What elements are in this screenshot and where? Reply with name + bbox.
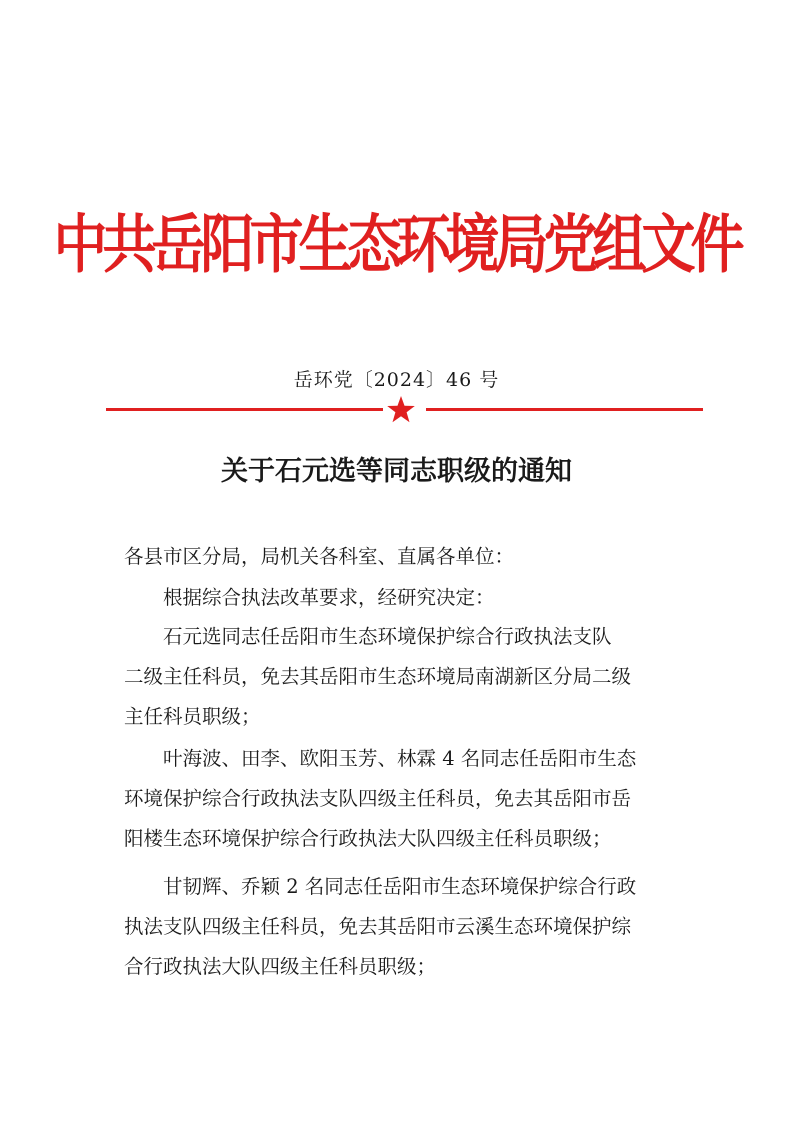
body-line: 阳楼生态环境保护综合行政执法大队四级主任科员职级；: [124, 827, 612, 850]
body-line: 二级主任科员，免去其岳阳市生态环境局南湖新区分局二级: [124, 665, 632, 688]
red-divider-left: [106, 408, 383, 411]
body-line: 甘韧辉、乔颖 2 名同志任岳阳市生态环境保护综合行政: [163, 875, 637, 898]
red-divider-right: [426, 408, 703, 411]
salutation: 各县市区分局，局机关各科室、直属各单位：: [124, 545, 515, 568]
body-line: 合行政执法大队四级主任科员职级；: [124, 955, 437, 978]
body-line: 环境保护综合行政执法支队四级主任科员，免去其岳阳市岳: [124, 787, 632, 810]
body-line: 石元选同志任岳阳市生态环境保护综合行政执法支队: [163, 625, 612, 648]
notice-title: 关于石元选等同志职级的通知: [221, 456, 572, 487]
document-header-title: 中共岳阳市生态环境局党组文件: [53, 207, 740, 282]
document-number: 岳环党〔2024〕46 号: [293, 369, 500, 391]
body-line: 执法支队四级主任科员，免去其岳阳市云溪生态环境保护综: [124, 915, 632, 938]
red-star-icon: [386, 395, 416, 425]
body-line: 根据综合执法改革要求，经研究决定：: [163, 586, 495, 609]
body-line: 主任科员职级；: [124, 705, 261, 728]
body-line: 叶海波、田李、欧阳玉芳、林霖 4 名同志任岳阳市生态: [163, 747, 637, 770]
